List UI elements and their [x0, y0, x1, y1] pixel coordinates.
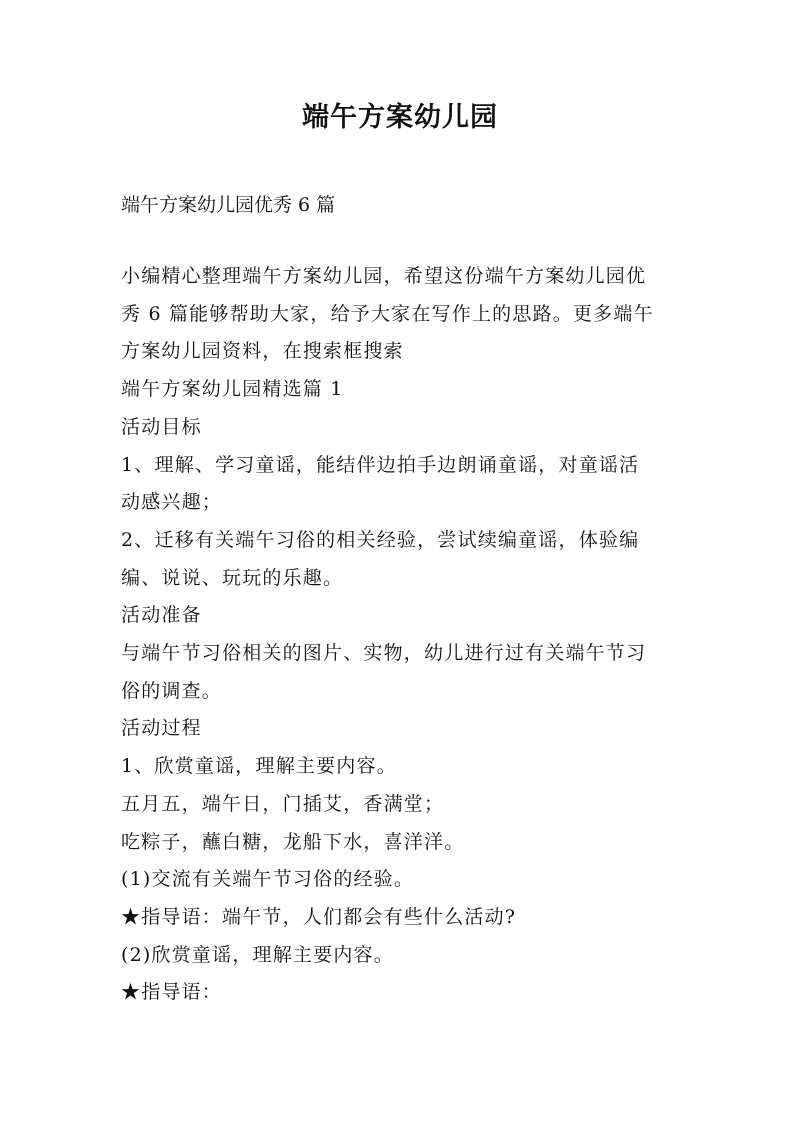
body-line: 五月五，端午日，门插艾，香满堂； [121, 792, 445, 815]
section-heading: 活动过程 [121, 717, 202, 740]
body-line: 编、说说、玩玩的乐趣。 [121, 566, 344, 589]
body-line: 动感兴趣； [121, 491, 223, 514]
document-body [121, 258, 687, 1012]
body-line: ★指导语： [121, 981, 223, 1004]
body-line: 秀 6 篇能够帮助大家，给予大家在写作上的思路。更多端午 [121, 302, 654, 325]
body-line: 方案幼儿园资料，在搜索框搜索 [121, 340, 404, 363]
section-heading: 活动目标 [121, 415, 202, 438]
body-line: 2、迁移有关端午习俗的相关经验，尝试续编童谣，体验编 [121, 528, 640, 551]
document-title: 端午方案幼儿园 [302, 102, 498, 133]
body-line: ★指导语：端午节，人们都会有些什么活动? [121, 905, 517, 928]
section-heading: 端午方案幼儿园精选篇 1 [121, 378, 344, 401]
section-heading: 活动准备 [121, 604, 202, 627]
body-line: (1)交流有关端午节习俗的经验。 [121, 868, 415, 891]
body-line: 吃粽子，蘸白糖，龙船下水，喜洋洋。 [121, 830, 465, 853]
body-line: 1、理解、学习童谣，能结伴边拍手边朗诵童谣，对童谣活 [121, 453, 640, 476]
body-line: 与端午节习俗相关的图片、实物，幼儿进行过有关端午节习 [121, 642, 647, 665]
body-line: 小编精心整理端午方案幼儿园，希望这份端午方案幼儿园优 [121, 265, 647, 287]
document-subtitle: 端午方案幼儿园优秀 6 篇 [121, 194, 336, 216]
body-line: 1、欣赏童谣，理解主要内容。 [121, 755, 397, 778]
body-line: (2)欣赏童谣，理解主要内容。 [121, 943, 394, 966]
body-line: 俗的调查。 [121, 679, 223, 702]
